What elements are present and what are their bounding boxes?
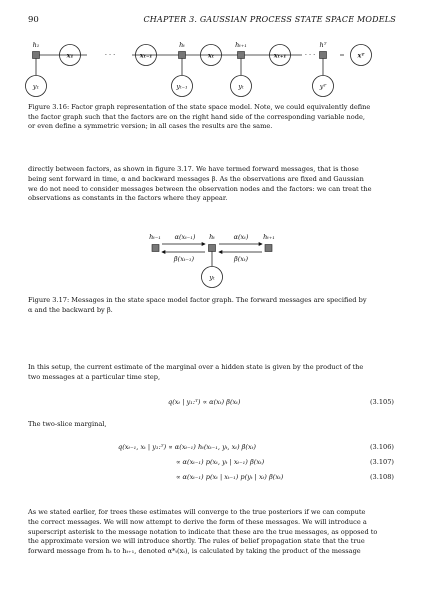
caption-line: α and the backward by β. (28, 305, 113, 314)
backward-message-left: β(xₜ₋₁) (173, 255, 195, 263)
observation-node-yt: yₜ (238, 82, 244, 91)
observation-node-yt: yₜ (209, 273, 215, 282)
paragraph-line: the approximate version we will introduce shortly. The rules of belief propagation state that the true (28, 537, 365, 546)
paragraph-3 (28, 508, 396, 557)
factor-label-ht: hₜ (209, 233, 215, 241)
equation-number-3-107: (3.107) (369, 458, 394, 466)
factor-label-ht1: hₜ₊₁ (235, 41, 247, 49)
paragraph-line: superscript asterisk to the message notation to indicate that these are the true messages, as opposed to (28, 527, 378, 536)
factor-label-ht1: hₜ₊₁ (263, 233, 275, 241)
forward-message-left: α(xₜ₋₁) (174, 233, 196, 241)
factor-label-ht: hₜ (179, 41, 185, 49)
variable-node-x1: x₁ (66, 51, 74, 60)
paragraph-2 (28, 363, 396, 383)
equation-3-106: q(xₜ₋₁, xₜ | y₁:ᵀ) ∝ α(xₜ₋₁) hₜ(xₜ₋₁, yₜ, xₜ) β(xₜ) (118, 443, 256, 451)
equation-3-108: ∝ α(xₜ₋₁) p(xₜ | xₜ₋₁) p(yₜ | xₜ) β(xₜ) (176, 473, 284, 481)
factor-label-h1: h₁ (32, 41, 40, 49)
chapter-title: CHAPTER 3. GAUSSIAN PROCESS STATE SPACE MODELS (143, 15, 396, 24)
variable-node-xt: xₜ (207, 51, 215, 60)
paragraph-line: directly between factors, as shown in figure 3.17. We have termed forward messages, that is those (28, 165, 359, 173)
paragraph-line: two messages at a particular time step, (28, 372, 161, 381)
equation-number-3-105: (3.105) (369, 398, 394, 406)
paragraph-1 (28, 165, 396, 204)
equation-number-3-108: (3.108) (369, 473, 394, 481)
caption-line: Figure 3.17: Messages in the state space model factor graph. The forward messages are specified by (28, 296, 367, 304)
paragraph-line: being sent forward in time, α and backward messages β. As the observations are fixed and Gaussian (28, 174, 364, 183)
backward-message-right: β(xₜ) (233, 255, 249, 263)
equation-3-105: q(xₜ | y₁:ᵀ) ∝ α(xₜ) β(xₜ) (168, 398, 241, 406)
page-number: 90 (28, 15, 39, 25)
observation-node-y1: y₁ (32, 82, 40, 91)
paragraph-line: forward message from hₜ to hₜ₊₁, denoted α*ₜ(xₜ), is calculated by taking the product of the message (28, 547, 361, 556)
equation-number-3-106: (3.106) (369, 443, 394, 451)
observation-node-yT: yᵀ (319, 82, 327, 91)
paragraph-line: observations as constants in the factors where they appear. (28, 194, 228, 203)
caption-line: the factor graph such that the factors are on the right hand side of the corresponding variable node, (28, 112, 365, 121)
variable-node-xT: xᵀ (357, 51, 365, 60)
paragraph-line: we do not need to consider messages between the observation nodes and the factors: we can treat the (28, 184, 372, 193)
variable-node-xt1: xₜ₊₁ (273, 51, 287, 60)
variable-node-xt-1: xₜ₋₁ (139, 51, 153, 60)
ellipsis-left: · · · (104, 51, 116, 59)
factor-label-hT: hᵀ (319, 41, 327, 49)
forward-message-right: α(xₜ) (233, 233, 249, 241)
equation-3-107: ∝ α(xₜ₋₁) p(xₜ, yₜ | xₜ₋₁) β(xₜ) (176, 458, 265, 466)
factor-label-ht-1: hₜ₋₁ (149, 233, 161, 241)
figure-3-17-caption (28, 296, 396, 315)
two-slice-label: The two-slice marginal, (28, 420, 107, 428)
paragraph-line: In this setup, the current estimate of the marginal over a hidden state is given by the product of the (28, 363, 364, 371)
figure-3-16-caption (28, 103, 396, 132)
observation-node-yt-1: yₜ₋₁ (176, 82, 188, 91)
caption-line: or even define a symmetric version; in all cases the results are the same. (28, 122, 273, 131)
paragraph-line: As we stated earlier, for trees these estimates will converge to the true posteriors if we can compute (28, 508, 366, 516)
paragraph-line: the correct messages. We will now attempt to derive the form of these messages. We will introduce a (28, 517, 367, 526)
caption-line: Figure 3.16: Factor graph representation of the state space model. Note, we could equivalently define (28, 103, 371, 111)
ellipsis-right: · · · (304, 51, 316, 59)
